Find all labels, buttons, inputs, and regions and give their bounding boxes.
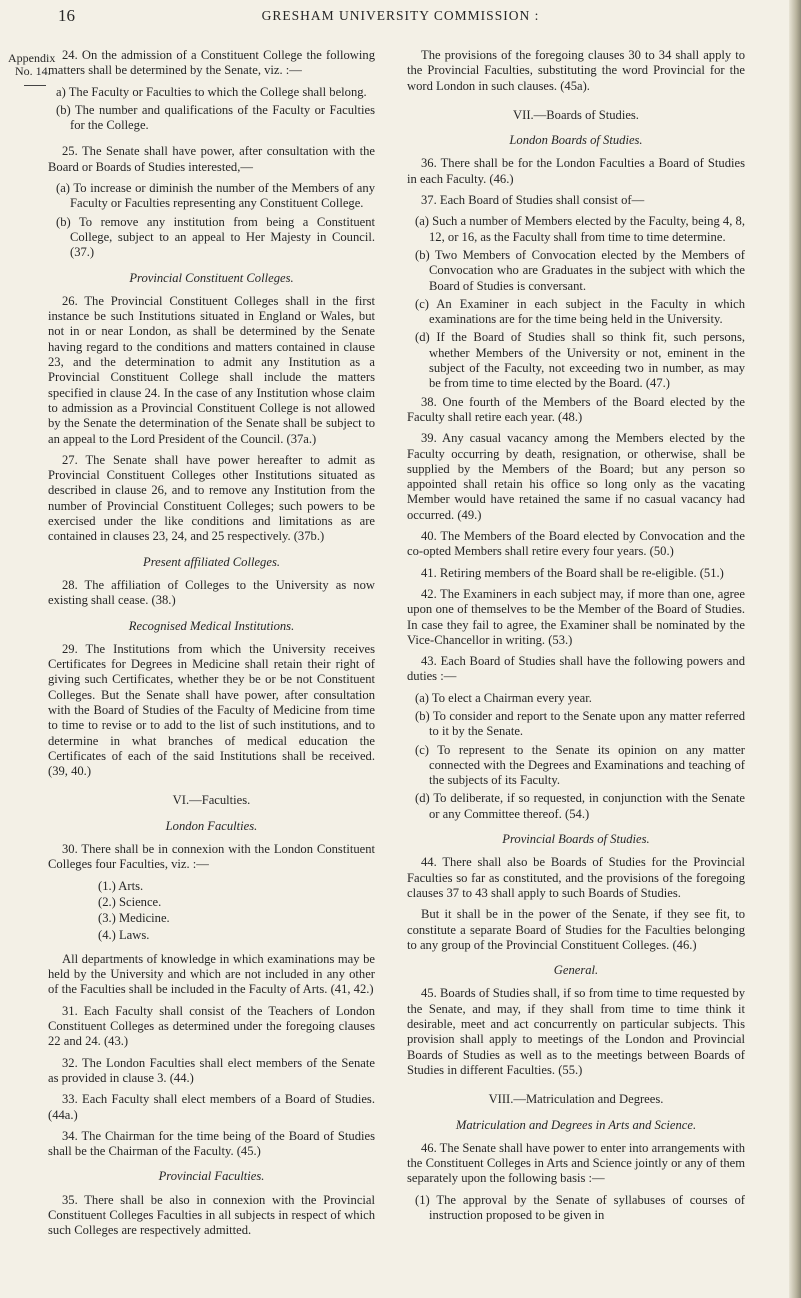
right-column — [407, 48, 745, 1226]
clause-40: 40. The Members of the Board elected by Convocation and the co-opted Members shall retire every four years. (50.) — [407, 529, 745, 559]
heading-london-boards: London Boards of Studies. — [509, 133, 643, 148]
left-column — [48, 48, 375, 1245]
provisions-paragraph: The provisions of the foregoing clauses 30 to 34 shall apply to the Provincial Faculties, substituting the word Provincial for the word London in such clauses. (45a). — [407, 48, 745, 93]
clause-44: 44. There shall also be Boards of Studies for the Provincial Faculties so far as constituted, and the provisions of the foregoing clauses 37 to 43 shall apply to such Boards of Studies. — [407, 855, 745, 900]
page-edge-shadow — [789, 0, 801, 1298]
clause-43-b: (b) To consider and report to the Senate upon any matter referred to it by the Senate. — [415, 708, 745, 739]
clause-42: 42. The Examiners in each subject may, if more than one, agree upon one of themselves to be the Member of the Board of Studies. In case they fail to agree, the Examiner shall be nominated by the Vice-Chancellor in writing. (53.) — [407, 586, 745, 647]
clause-37-a: (a) Such a number of Members elected by the Faculty, being 4, 8, 12, or 16, as the Faculty shall from time to time determine. — [415, 214, 745, 244]
clause-34: 34. The Chairman for the time being of the Board of Studies shall be the Chairman of the Faculty. (45.) — [48, 1128, 375, 1159]
all-departments-paragraph: All departments of knowledge in which examinations may be held by the University and which are not included in any other of the Faculties shall be included in the Faculty of Arts. (41, 42.) — [48, 951, 375, 997]
clause-37-d: (d) If the Board of Studies shall so think fit, such persons, whether Members of the University or not, eminent in the subject of the Faculty, not exceeding two in number, as may be from time to time elected by the Board. (47.) — [415, 330, 745, 391]
margin-note-line1: Appendix — [8, 51, 56, 65]
running-title: GRESHAM UNIVERSITY COMMISSION : — [261, 8, 540, 23]
heading-provincial-colleges: Provincial Constituent Colleges. — [129, 270, 294, 285]
clause-37: 37. Each Board of Studies shall consist of— — [421, 193, 645, 208]
clause-24-b: (b) The number and qualifications of the Faculty or Faculties for the College. — [56, 102, 375, 133]
faculty-science: (2.) Science. — [98, 894, 162, 909]
clause-37-c: (c) An Examiner in each subject in the Faculty in which examinations are for the time being held in the University. — [415, 296, 745, 327]
clause-43: 43. Each Board of Studies shall have the following powers and duties :— — [407, 654, 745, 684]
clause-29: 29. The Institutions from which the University receives Certificates for Degrees in Medicine shall retain their right of giving such Certificates, whether they be or be not Constituent Colleges. But the Senate shall have power, after consultation with the Board of Studies of the Faculty of Medicine from time to time to revise or to add to the list of such institutions, and to determine in what branches of medical education the Certificates of each of the said Institutions shall be received. (39, 40.) — [48, 641, 375, 779]
page-number: 16 — [58, 6, 75, 25]
clause-25-a: (a) To increase or diminish the number of the Members of any Faculty or Faculties representing any Constituent College. — [56, 181, 375, 211]
clause-32: 32. The London Faculties shall elect members of the Senate as provided in clause 3. (44.) — [48, 1055, 375, 1085]
heading-provincial-faculties: Provincial Faculties. — [158, 1169, 265, 1184]
clause-24-a: a) The Faculty or Faculties to which the College shall belong. — [56, 84, 367, 99]
heading-london-faculties: London Faculties. — [165, 818, 258, 833]
faculty-arts: (1.) Arts. — [98, 878, 144, 893]
clause-25: 25. The Senate shall have power, after consultation with the Board or Boards of Studies interested,— — [48, 144, 375, 174]
faculty-laws: (4.) Laws. — [98, 927, 150, 942]
clause-31: 31. Each Faculty shall consist of the Teachers of London Constituent Colleges as determined under the foregoing clauses 22 and 24. (43.) — [48, 1003, 375, 1049]
heading-general: General. — [553, 963, 599, 978]
margin-note-line2: No. 14. — [15, 64, 51, 78]
clause-33: 33. Each Faculty shall elect members of a Board of Studies. (44a.) — [48, 1092, 375, 1122]
clause-41: 41. Retiring members of the Board shall be re-eligible. (51.) — [421, 565, 724, 580]
clause-24: 24. On the admission of a Constituent College the following matters shall be determined by the Senate, viz. :— — [48, 48, 375, 78]
clause-43-d: (d) To deliberate, if so requested, in conjunction with the Senate or any Committee thereof. (54.) — [415, 791, 745, 821]
heading-boards-of-studies: VII.—Boards of Studies. — [513, 107, 639, 122]
clause-37-b: (b) Two Members of Convocation elected by the Members of Convocation who are Graduates in the subject with which the Board of Studies is conversant. — [415, 247, 745, 293]
heading-matric-arts-science: Matriculation and Degrees in Arts and Science. — [455, 1117, 697, 1132]
heading-matriculation-degrees: VIII.—Matriculation and Degrees. — [488, 1092, 664, 1107]
clause-25-b: (b) To remove any institution from being a Constituent College, subject to an appeal to Her Majesty in Council. (37.) — [56, 214, 375, 260]
heading-affiliated-colleges: Present affiliated Colleges. — [143, 554, 280, 569]
clause-30: 30. There shall be in connexion with the London Constituent Colleges four Faculties, viz. :— — [48, 842, 375, 872]
clause-44-continued: But it shall be in the power of the Senate, if they see fit, to constitute a separate Board of Studies for the Faculties belonging to any group of the Provincial Constituent Colleges. (46.) — [407, 907, 745, 952]
clause-35: 35. There shall be also in connexion with the Provincial Constituent Colleges Faculties in all subjects in respect of which such Colleges are respectively admitted. — [48, 1192, 375, 1238]
clause-26: 26. The Provincial Constituent Colleges shall in the first instance be such Institutions situated in England or Wales, but not in or near London, as shall be determined by the Senate having regard to the conditions and matters contained in clause 23, and the determination to admit any Institution as a Provincial Constituent College shall include the matters specified in clause 24. In the case of any Institution whose claim to admission as a Provincial Constituent College is not allowed by the Senate the determination of the Senate shall be subject to an appeal to the Lord President of the Council. (37a.) — [48, 293, 375, 446]
clause-46-1: (1) The approval by the Senate of syllabuses of courses of instruction proposed to be given in — [415, 1192, 745, 1222]
clause-43-c: (c) To represent to the Senate its opinion on any matter connected with the Degrees and Examinations and teaching of the subjects of its Faculty. — [415, 742, 745, 788]
clause-27: 27. The Senate shall have power hereafter to admit as Provincial Constituent Colleges other Institutions situated as described in clause 26, and to remove any Institution from the number of Provincial Constituent Colleges; such powers to be exercised under the like conditions and limitations as are contained in clauses 23, 24, and 25 respectively. (37b.) — [48, 452, 375, 544]
clause-28: 28. The affiliation of Colleges to the University as now existing shall cease. (38.) — [48, 577, 375, 608]
clause-38: 38. One fourth of the Members of the Board elected by the Faculty shall retire each year. (48.) — [407, 394, 745, 424]
clause-45: 45. Boards of Studies shall, if so from time to time requested by the Senate, and may, if they shall from time to time think it desirable, meet and act concurrently on particular subjects. This provision shall apply to meetings of the London and Provincial Boards of Studies as well as to the meetings between Boards of Studies in different Faculties. (55.) — [407, 986, 745, 1077]
clause-43-a: (a) To elect a Chairman every year. — [415, 690, 592, 705]
heading-medical-institutions: Recognised Medical Institutions. — [128, 618, 295, 633]
clause-46: 46. The Senate shall have power to enter into arrangements with the Constituent Colleges in Arts and Science jointly or any of them separately upon the following basis :— — [407, 1140, 745, 1186]
clause-36: 36. There shall be for the London Faculties a Board of Studies in each Faculty. (46.) — [407, 156, 745, 186]
faculty-medicine: (3.) Medicine. — [98, 911, 170, 926]
clause-39: 39. Any casual vacancy among the Members elected by the Faculty occurring by death, resignation, or otherwise, shall be supplied by the Members of the Board; but any person so appointed shall retain his office so long only as the vacating Member would have retained the same if no casual vacancy had occurred. (49.) — [407, 431, 745, 522]
margin-dash — [24, 85, 46, 86]
heading-provincial-boards: Provincial Boards of Studies. — [502, 832, 650, 847]
heading-faculties: VI.—Faculties. — [172, 793, 251, 808]
